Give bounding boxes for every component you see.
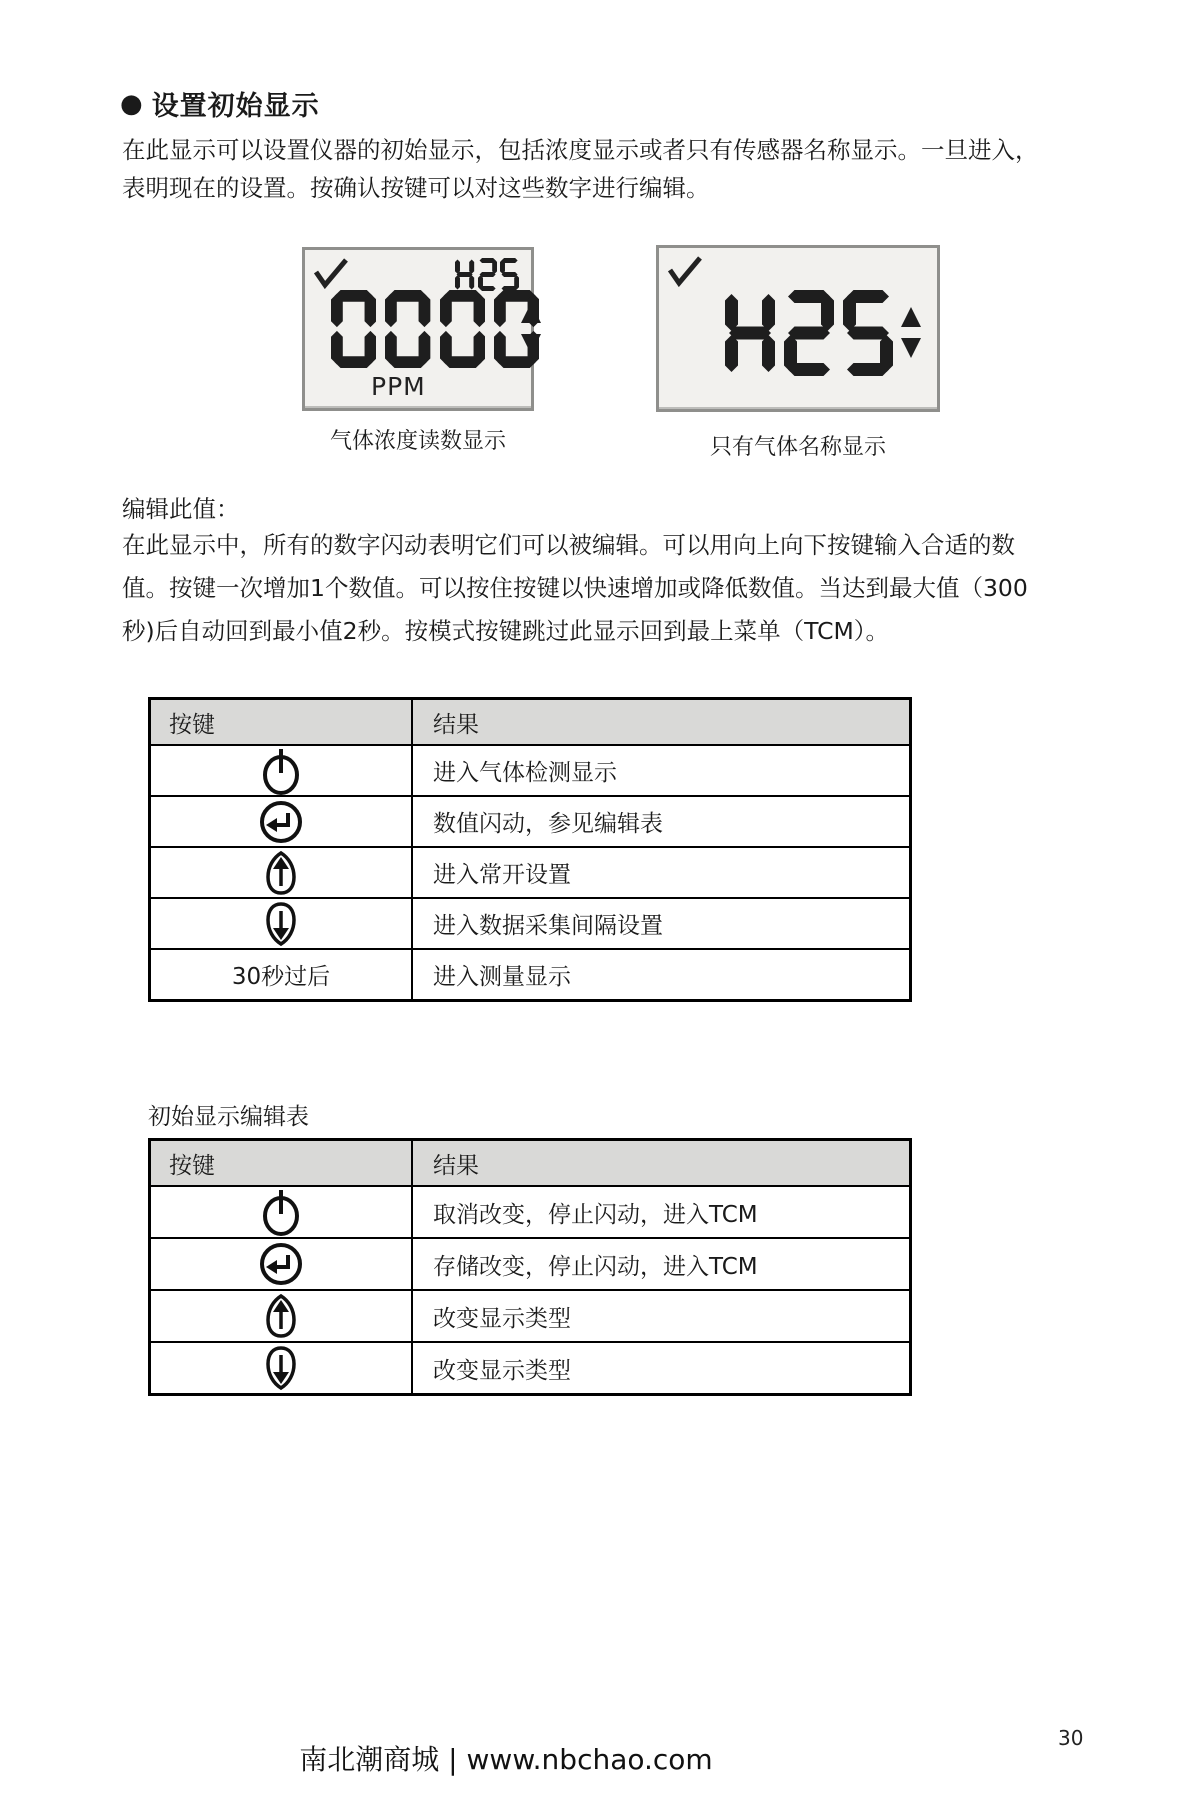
enter-icon <box>258 1241 304 1287</box>
footer-site-text: 南北潮商城 | www.nbchao.com <box>299 1743 713 1776</box>
edit-value-heading: 编辑此值： <box>122 495 240 523</box>
lcd-gas-name-digits <box>725 290 893 376</box>
down-icon <box>263 901 299 947</box>
check-icon <box>667 255 703 287</box>
page-number: 30 <box>1058 1726 1084 1750</box>
result-cell: 改变显示类型 <box>433 1305 571 1332</box>
edit-line: 在此显示中，所有的数字闪动表明它们可以被编辑。可以用向上向下按键输入合适的数 <box>122 531 1015 559</box>
result-cell: 进入数据采集间隔设置 <box>433 913 663 939</box>
intro-line: 在此显示可以设置仪器的初始显示，包括浓度显示或者只有传感器名称显示。一旦进入， <box>122 136 1039 164</box>
spinner-arrows-icon <box>901 305 921 361</box>
table-row <box>151 948 909 999</box>
edit-table-title: 初始显示编辑表 <box>148 1104 309 1130</box>
result-cell: 进入气体检测显示 <box>433 760 617 786</box>
intro-line: 表明现在的设置。按确认按键可以对这些数字进行编辑。 <box>122 174 710 202</box>
key-text-cell: 30秒过后 <box>151 950 413 999</box>
caption-concentration: 气体浓度读数显示 <box>329 429 506 454</box>
bullet-icon: ● <box>120 88 144 119</box>
table-row <box>151 897 909 948</box>
section-heading-text: 设置初始显示 <box>151 91 320 122</box>
header-result: 结果 <box>433 1152 479 1179</box>
up-icon <box>263 850 299 896</box>
table-row <box>151 1289 909 1341</box>
initial-display-edit-table <box>148 1138 912 1396</box>
table-header-row <box>151 700 909 744</box>
table-header-row <box>151 1141 909 1185</box>
check-icon <box>313 257 349 289</box>
edit-value-paragraph <box>122 524 1102 653</box>
down-icon <box>263 1345 299 1391</box>
table-row <box>151 744 909 795</box>
header-key: 按键 <box>151 700 413 744</box>
header-result: 结果 <box>433 711 479 738</box>
caption-name-only: 只有气体名称显示 <box>709 435 886 460</box>
result-cell: 数值闪动，参见编辑表 <box>433 811 663 837</box>
header-key: 按键 <box>151 1141 413 1185</box>
table-row <box>151 846 909 897</box>
enter-icon <box>258 799 304 845</box>
spinner-arrows-icon <box>521 301 541 357</box>
power-icon <box>260 746 302 796</box>
table-row <box>151 1185 909 1237</box>
lcd-gas-tag <box>455 258 519 291</box>
up-icon <box>263 1293 299 1339</box>
lcd-display-concentration <box>302 247 534 411</box>
result-cell: 取消改变，停止闪动，进入TCM <box>433 1201 758 1228</box>
lcd-reading-digits <box>331 290 539 368</box>
lcd-unit-label: PPM <box>371 372 426 401</box>
lcd-display-name-only <box>656 245 940 412</box>
table-row <box>151 795 909 846</box>
result-cell: 改变显示类型 <box>433 1357 571 1384</box>
result-cell: 进入常开设置 <box>433 862 571 888</box>
result-cell: 存储改变，停止闪动，进入TCM <box>433 1253 758 1280</box>
table-row <box>151 1341 909 1393</box>
intro-paragraph <box>122 131 1102 207</box>
key-action-table <box>148 697 912 1002</box>
edit-line: 值。按键一次增加1个数值。可以按住按键以快速增加或降低数值。当达到最大值（300 <box>122 574 1028 602</box>
table-row <box>151 1237 909 1289</box>
edit-line: 秒)后自动回到最小值2秒。按模式按键跳过此显示回到最上菜单（TCM）。 <box>122 617 890 645</box>
power-icon <box>260 1187 302 1237</box>
section-heading <box>120 84 320 123</box>
result-cell: 进入测量显示 <box>433 964 571 990</box>
